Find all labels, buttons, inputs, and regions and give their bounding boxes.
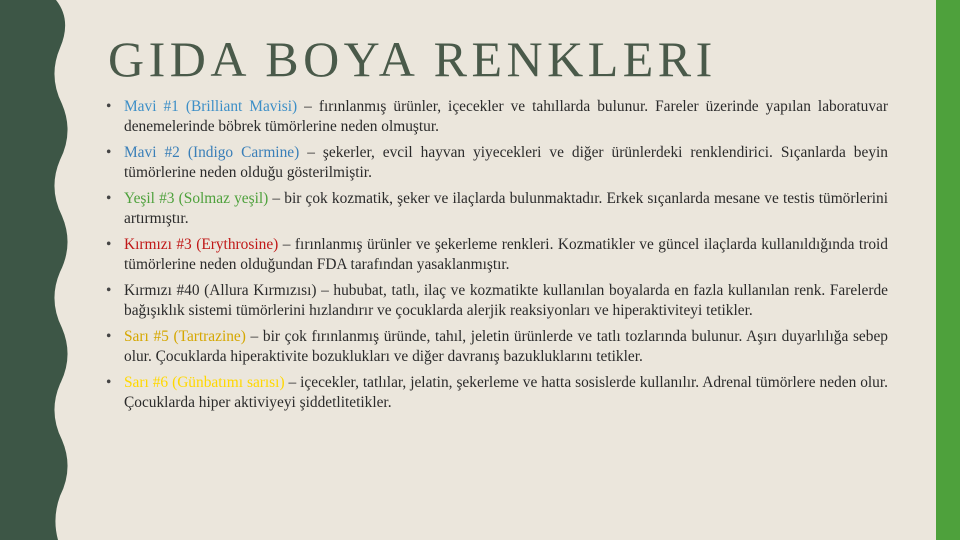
bullet-dot-icon: • <box>106 374 112 391</box>
bullet-label: Kırmızı #40 (Allura Kırmızısı) <box>124 282 317 299</box>
bullet-label: Mavi #2 (Indigo Carmine) <box>124 144 300 161</box>
bullet-item-kirmizi-3 <box>106 235 888 275</box>
bullet-label: Sarı #5 (Tartrazine) <box>124 328 246 345</box>
bullet-text: – bir çok kozmatik, şeker ve ilaçlarda bulunmaktadır. Erkek sıçanlarda mesane ve testis tümörlerini artırmıştır. <box>124 190 888 227</box>
bullet-dot-icon: • <box>106 190 112 207</box>
bullet-text: – şekerler, evcil hayvan yiyecekleri ve diğer ürünlerdeki renklendirici. Sıçanlarda beyin tümörlerine neden olduğu gösterilmiştir. <box>124 144 888 181</box>
bullet-dot-icon: • <box>106 236 112 253</box>
bullet-dot-icon: • <box>106 144 112 161</box>
bullet-item-mavi-1 <box>106 97 888 137</box>
bullet-item-sari-6 <box>106 373 888 413</box>
bullet-text: – hububat, tatlı, ilaç ve kozmatikte kullanılan boyalarda en fazla kullanılan renk. Farelerde bağışıklık sistemi tümörlerini hızlandırır ve çocuklarda alerjik reaksiyonları ve hiperaktiviteyi tetikler. <box>124 282 888 319</box>
bullet-text: – fırınlanmış ürünler ve şekerleme renkleri. Kozmatikler ve güncel ilaçlarda kullanıldığında troid tümörlerine neden olduğundan FDA tarafından yasaklanmıştır. <box>124 236 888 273</box>
left-decorative-band <box>0 0 68 540</box>
bullet-text: – fırınlanmış ürünler, içecekler ve tahıllarda bulunur. Fareler üzerinde yapılan laboratuvar denemelerinde böbrek tümörlerine neden olmuştur. <box>124 98 888 135</box>
bullet-item-sari-5 <box>106 327 888 367</box>
bullet-label: Yeşil #3 (Solmaz yeşil) <box>124 190 269 207</box>
right-accent-bar <box>936 0 960 540</box>
bullet-text: – içecekler, tatlılar, jelatin, şekerleme ve hatta sosislerde kullanılır. Adrenal tümörlere neden olur. Çocuklarda hiper aktiviyeyi şiddetlitetikler. <box>124 374 888 411</box>
slide-title: GIDA BOYA RENKLERI <box>108 31 717 87</box>
bullet-item-yesil-3 <box>106 189 888 229</box>
bullet-list <box>106 97 888 419</box>
bullet-label: Kırmızı #3 (Erythrosine) <box>124 236 279 253</box>
bullet-item-kirmizi-40 <box>106 281 888 321</box>
bullet-label: Mavi #1 (Brilliant Mavisi) <box>124 98 298 115</box>
bullet-dot-icon: • <box>106 98 112 115</box>
bullet-text: – bir çok fırınlanmış üründe, tahıl, jeletin ürünlerde ve tatlı tozlarında bulunur. Aşırı duyarlılığa sebep olur. Çocuklarda hiperaktivite bozuklukları ve diğer davranış bazukluklarını tetikler. <box>124 328 888 365</box>
bullet-dot-icon: • <box>106 282 112 299</box>
bullet-item-mavi-2 <box>106 143 888 183</box>
bullet-label: Sarı #6 (Günbatımı sarısı) <box>124 374 285 391</box>
bullet-dot-icon: • <box>106 328 112 345</box>
